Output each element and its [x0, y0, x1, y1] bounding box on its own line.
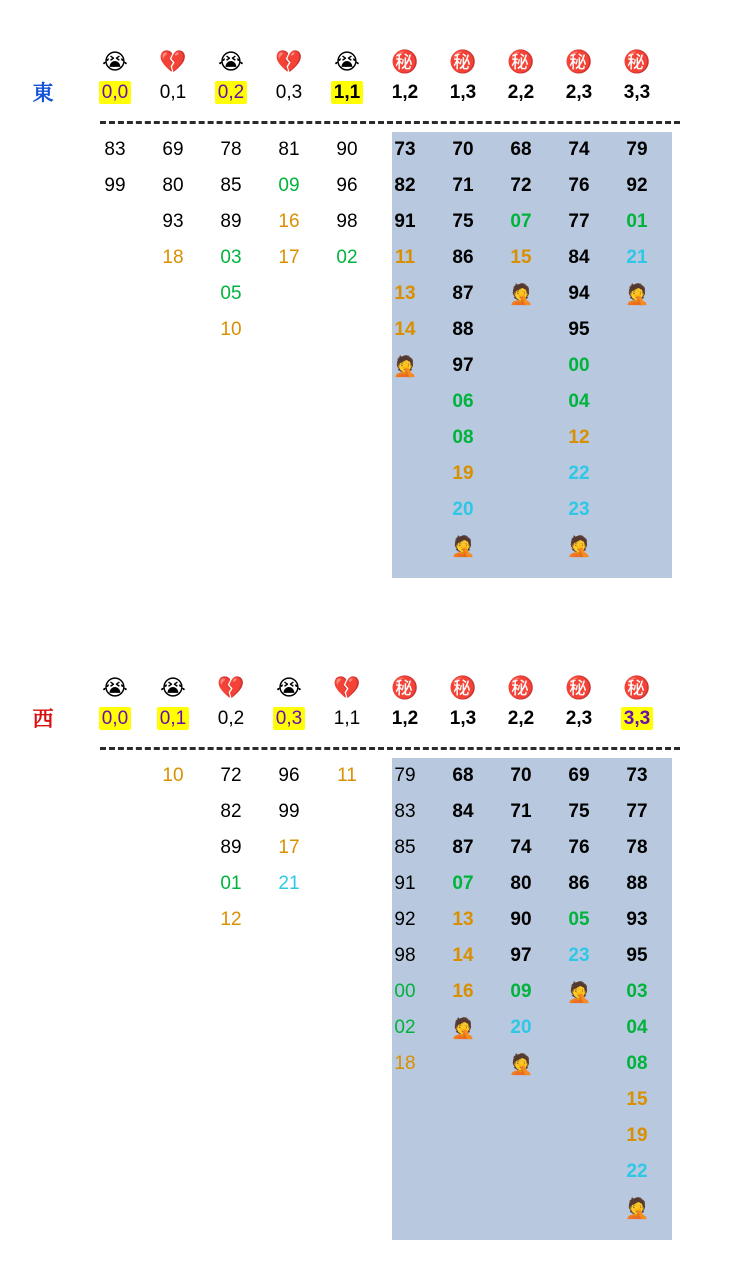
facepalm-icon: 🤦 — [566, 980, 592, 1004]
value-cell: 05 — [220, 283, 242, 304]
value-columns — [0, 758, 736, 1226]
value-cell: 17 — [278, 837, 300, 858]
column-header-label[interactable]: 0,1 — [159, 82, 187, 103]
value-cell: 02 — [394, 1017, 416, 1038]
value-cell: 99 — [278, 801, 300, 822]
value-column — [434, 132, 492, 564]
column-emoji-icon: ㊙️ — [507, 676, 535, 701]
value-column — [492, 758, 550, 1226]
column-header-label[interactable]: 3,3 — [608, 704, 666, 734]
value-cell: 05 — [568, 909, 590, 930]
value-cell: 75 — [452, 211, 474, 232]
value-cell: 82 — [394, 175, 416, 196]
value-cell: 97 — [510, 945, 532, 966]
column-header-label[interactable]: 1,3 — [449, 82, 477, 103]
column-emoji-icon: ㊙️ — [391, 676, 419, 701]
column-header-label[interactable]: 2,2 — [507, 708, 535, 729]
value-cell: 12 — [568, 427, 590, 448]
dashed-line — [100, 747, 680, 750]
value-cell: 69 — [162, 139, 184, 160]
board-east — [0, 0, 736, 564]
value-cell: 70 — [452, 139, 474, 160]
value-cell: 16 — [278, 211, 300, 232]
facepalm-icon: 🤦 — [508, 1052, 534, 1076]
value-column — [144, 132, 202, 564]
value-cell: 87 — [452, 283, 474, 304]
column-emoji-icon: 😭 — [160, 676, 186, 701]
facepalm-icon: 🤦 — [624, 282, 650, 306]
value-cell: 72 — [220, 765, 242, 786]
value-cell: 68 — [510, 139, 532, 160]
column-header-label[interactable]: 0,3 — [260, 704, 318, 734]
value-cell: 14 — [394, 319, 416, 340]
value-cell: 13 — [394, 283, 416, 304]
value-cell: 78 — [220, 139, 242, 160]
value-cell: 85 — [394, 837, 416, 858]
value-cell: 94 — [568, 283, 590, 304]
value-cell: 69 — [568, 765, 590, 786]
value-cell: 19 — [626, 1125, 648, 1146]
value-cell: 04 — [568, 391, 590, 412]
facepalm-icon: 🤦 — [392, 354, 418, 378]
value-cell: 95 — [568, 319, 590, 340]
value-column — [608, 132, 666, 564]
value-cell: 00 — [568, 355, 590, 376]
value-cell: 79 — [626, 139, 648, 160]
body-west — [0, 758, 736, 1226]
value-column — [260, 132, 318, 564]
value-cell: 86 — [568, 873, 590, 894]
value-cell: 08 — [626, 1053, 648, 1074]
value-cell: 15 — [510, 247, 532, 268]
value-cell: 92 — [626, 175, 648, 196]
value-cell: 12 — [220, 909, 242, 930]
header-grid-east — [0, 48, 736, 108]
value-column — [434, 758, 492, 1226]
column-header-label[interactable]: 1,1 — [318, 78, 376, 108]
value-cell: 18 — [394, 1053, 416, 1074]
value-cell: 68 — [452, 765, 474, 786]
value-cell: 00 — [394, 981, 416, 1002]
facepalm-icon: 🤦 — [566, 534, 592, 558]
value-cell: 82 — [220, 801, 242, 822]
value-cell: 88 — [626, 873, 648, 894]
value-column — [202, 132, 260, 564]
value-cell: 88 — [452, 319, 474, 340]
value-cell: 20 — [510, 1017, 532, 1038]
column-emoji-icon: 😭 — [334, 50, 360, 75]
value-cell: 87 — [452, 837, 474, 858]
value-cell: 03 — [626, 981, 648, 1002]
value-column — [550, 758, 608, 1226]
column-emoji-icon: 😭 — [102, 676, 128, 701]
value-cell: 86 — [452, 247, 474, 268]
dashed-line — [100, 121, 680, 124]
column-emoji-icon: 💔 — [275, 50, 303, 75]
column-header-label[interactable]: 0,3 — [275, 82, 303, 103]
value-cell: 14 — [452, 945, 474, 966]
value-cell: 21 — [626, 247, 648, 268]
value-column — [318, 132, 376, 564]
board-west — [0, 564, 736, 1226]
value-cell: 71 — [452, 175, 474, 196]
value-cell: 08 — [452, 427, 474, 448]
value-column — [376, 132, 434, 564]
value-cell: 03 — [220, 247, 242, 268]
value-cell: 89 — [220, 837, 242, 858]
value-cell: 91 — [394, 873, 416, 894]
value-cell: 02 — [336, 247, 358, 268]
value-cell: 15 — [626, 1089, 648, 1110]
column-header-label[interactable]: 0,2 — [217, 708, 245, 729]
dashed-divider — [0, 740, 736, 756]
value-cell: 09 — [510, 981, 532, 1002]
value-cell: 04 — [626, 1017, 648, 1038]
value-cell: 07 — [510, 211, 532, 232]
value-cell: 99 — [104, 175, 126, 196]
value-cell: 98 — [336, 211, 358, 232]
column-header-label[interactable]: 2,3 — [565, 708, 593, 729]
value-cell: 81 — [278, 139, 300, 160]
column-emoji-icon: 😭 — [102, 50, 128, 75]
row-gutter — [0, 758, 86, 1226]
value-column — [376, 758, 434, 1226]
column-emoji-icon: ㊙️ — [623, 50, 651, 75]
value-cell: 85 — [220, 175, 242, 196]
value-cell: 18 — [162, 247, 184, 268]
column-header-label[interactable]: 0,0 — [86, 78, 144, 108]
value-cell: 96 — [278, 765, 300, 786]
value-cell: 91 — [394, 211, 416, 232]
value-cell: 01 — [220, 873, 242, 894]
value-cell: 95 — [626, 945, 648, 966]
value-column — [492, 132, 550, 564]
column-header-label[interactable]: 2,3 — [565, 82, 593, 103]
value-cell: 78 — [626, 837, 648, 858]
value-cell: 80 — [162, 175, 184, 196]
value-cell: 70 — [510, 765, 532, 786]
column-header-label[interactable]: 1,1 — [333, 708, 361, 729]
column-header-label[interactable]: 0,1 — [144, 704, 202, 734]
column-emoji-icon: ㊙️ — [391, 50, 419, 75]
value-cell: 13 — [452, 909, 474, 930]
value-cell: 17 — [278, 247, 300, 268]
column-header-label[interactable]: 3,3 — [623, 82, 651, 103]
column-emoji-icon: ㊙️ — [565, 50, 593, 75]
value-cell: 96 — [336, 175, 358, 196]
side-label-east: 東 — [32, 81, 54, 105]
column-header-label[interactable]: 1,3 — [449, 708, 477, 729]
value-cell: 76 — [568, 837, 590, 858]
value-column — [608, 758, 666, 1226]
column-header-label[interactable]: 1,2 — [391, 82, 419, 103]
value-cell: 93 — [162, 211, 184, 232]
value-cell: 74 — [568, 139, 590, 160]
value-columns — [0, 132, 736, 564]
value-cell: 21 — [278, 873, 300, 894]
column-emoji-icon: 💔 — [333, 676, 361, 701]
value-cell: 90 — [510, 909, 532, 930]
value-cell: 84 — [452, 801, 474, 822]
dashed-divider — [0, 114, 736, 130]
value-column — [260, 758, 318, 1226]
value-cell: 79 — [394, 765, 416, 786]
value-cell: 10 — [220, 319, 242, 340]
value-cell: 07 — [452, 873, 474, 894]
value-cell: 16 — [452, 981, 474, 1002]
value-cell: 83 — [394, 801, 416, 822]
column-header-label[interactable]: 0,0 — [86, 704, 144, 734]
facepalm-icon: 🤦 — [508, 282, 534, 306]
value-cell: 23 — [568, 945, 590, 966]
column-emoji-icon: ㊙️ — [507, 50, 535, 75]
value-cell: 20 — [452, 499, 474, 520]
column-emoji-icon: 💔 — [159, 50, 187, 75]
value-column — [318, 758, 376, 1226]
value-cell: 74 — [510, 837, 532, 858]
facepalm-icon: 🤦 — [450, 1016, 476, 1040]
facepalm-icon: 🤦 — [450, 534, 476, 558]
value-cell: 84 — [568, 247, 590, 268]
side-label-west: 西 — [32, 707, 54, 731]
value-cell: 75 — [568, 801, 590, 822]
value-cell: 92 — [394, 909, 416, 930]
value-column — [144, 758, 202, 1226]
value-cell: 77 — [568, 211, 590, 232]
value-cell: 93 — [626, 909, 648, 930]
column-header-label[interactable]: 2,2 — [507, 82, 535, 103]
value-cell: 77 — [626, 801, 648, 822]
value-cell: 98 — [394, 945, 416, 966]
value-cell: 23 — [568, 499, 590, 520]
value-cell: 83 — [104, 139, 126, 160]
body-east — [0, 132, 736, 564]
facepalm-icon: 🤦 — [624, 1196, 650, 1220]
value-cell: 80 — [510, 873, 532, 894]
column-emoji-icon: ㊙️ — [449, 676, 477, 701]
value-cell: 89 — [220, 211, 242, 232]
value-cell: 22 — [626, 1161, 648, 1182]
value-cell: 19 — [452, 463, 474, 484]
value-cell: 90 — [336, 139, 358, 160]
value-cell: 73 — [626, 765, 648, 786]
header-grid-west — [0, 674, 736, 734]
value-cell: 11 — [394, 247, 416, 268]
value-column — [550, 132, 608, 564]
column-emoji-icon: ㊙️ — [449, 50, 477, 75]
column-emoji-icon: 💔 — [217, 676, 245, 701]
column-emoji-icon: 😭 — [276, 676, 302, 701]
value-cell: 01 — [626, 211, 648, 232]
value-cell: 11 — [337, 765, 357, 786]
column-header-label[interactable]: 1,2 — [391, 708, 419, 729]
value-cell: 06 — [452, 391, 474, 412]
value-cell: 73 — [394, 139, 416, 160]
row-gutter — [0, 132, 86, 564]
column-emoji-icon: ㊙️ — [623, 676, 651, 701]
value-cell: 09 — [278, 175, 300, 196]
column-emoji-icon: 😭 — [218, 50, 244, 75]
value-cell: 71 — [510, 801, 532, 822]
value-cell: 97 — [452, 355, 474, 376]
value-cell: 76 — [568, 175, 590, 196]
value-column — [202, 758, 260, 1226]
value-cell: 72 — [510, 175, 532, 196]
value-cell: 10 — [162, 765, 184, 786]
value-column — [86, 758, 144, 1226]
column-emoji-icon: ㊙️ — [565, 676, 593, 701]
value-cell: 22 — [568, 463, 590, 484]
column-header-label[interactable]: 0,2 — [202, 78, 260, 108]
value-column — [86, 132, 144, 564]
